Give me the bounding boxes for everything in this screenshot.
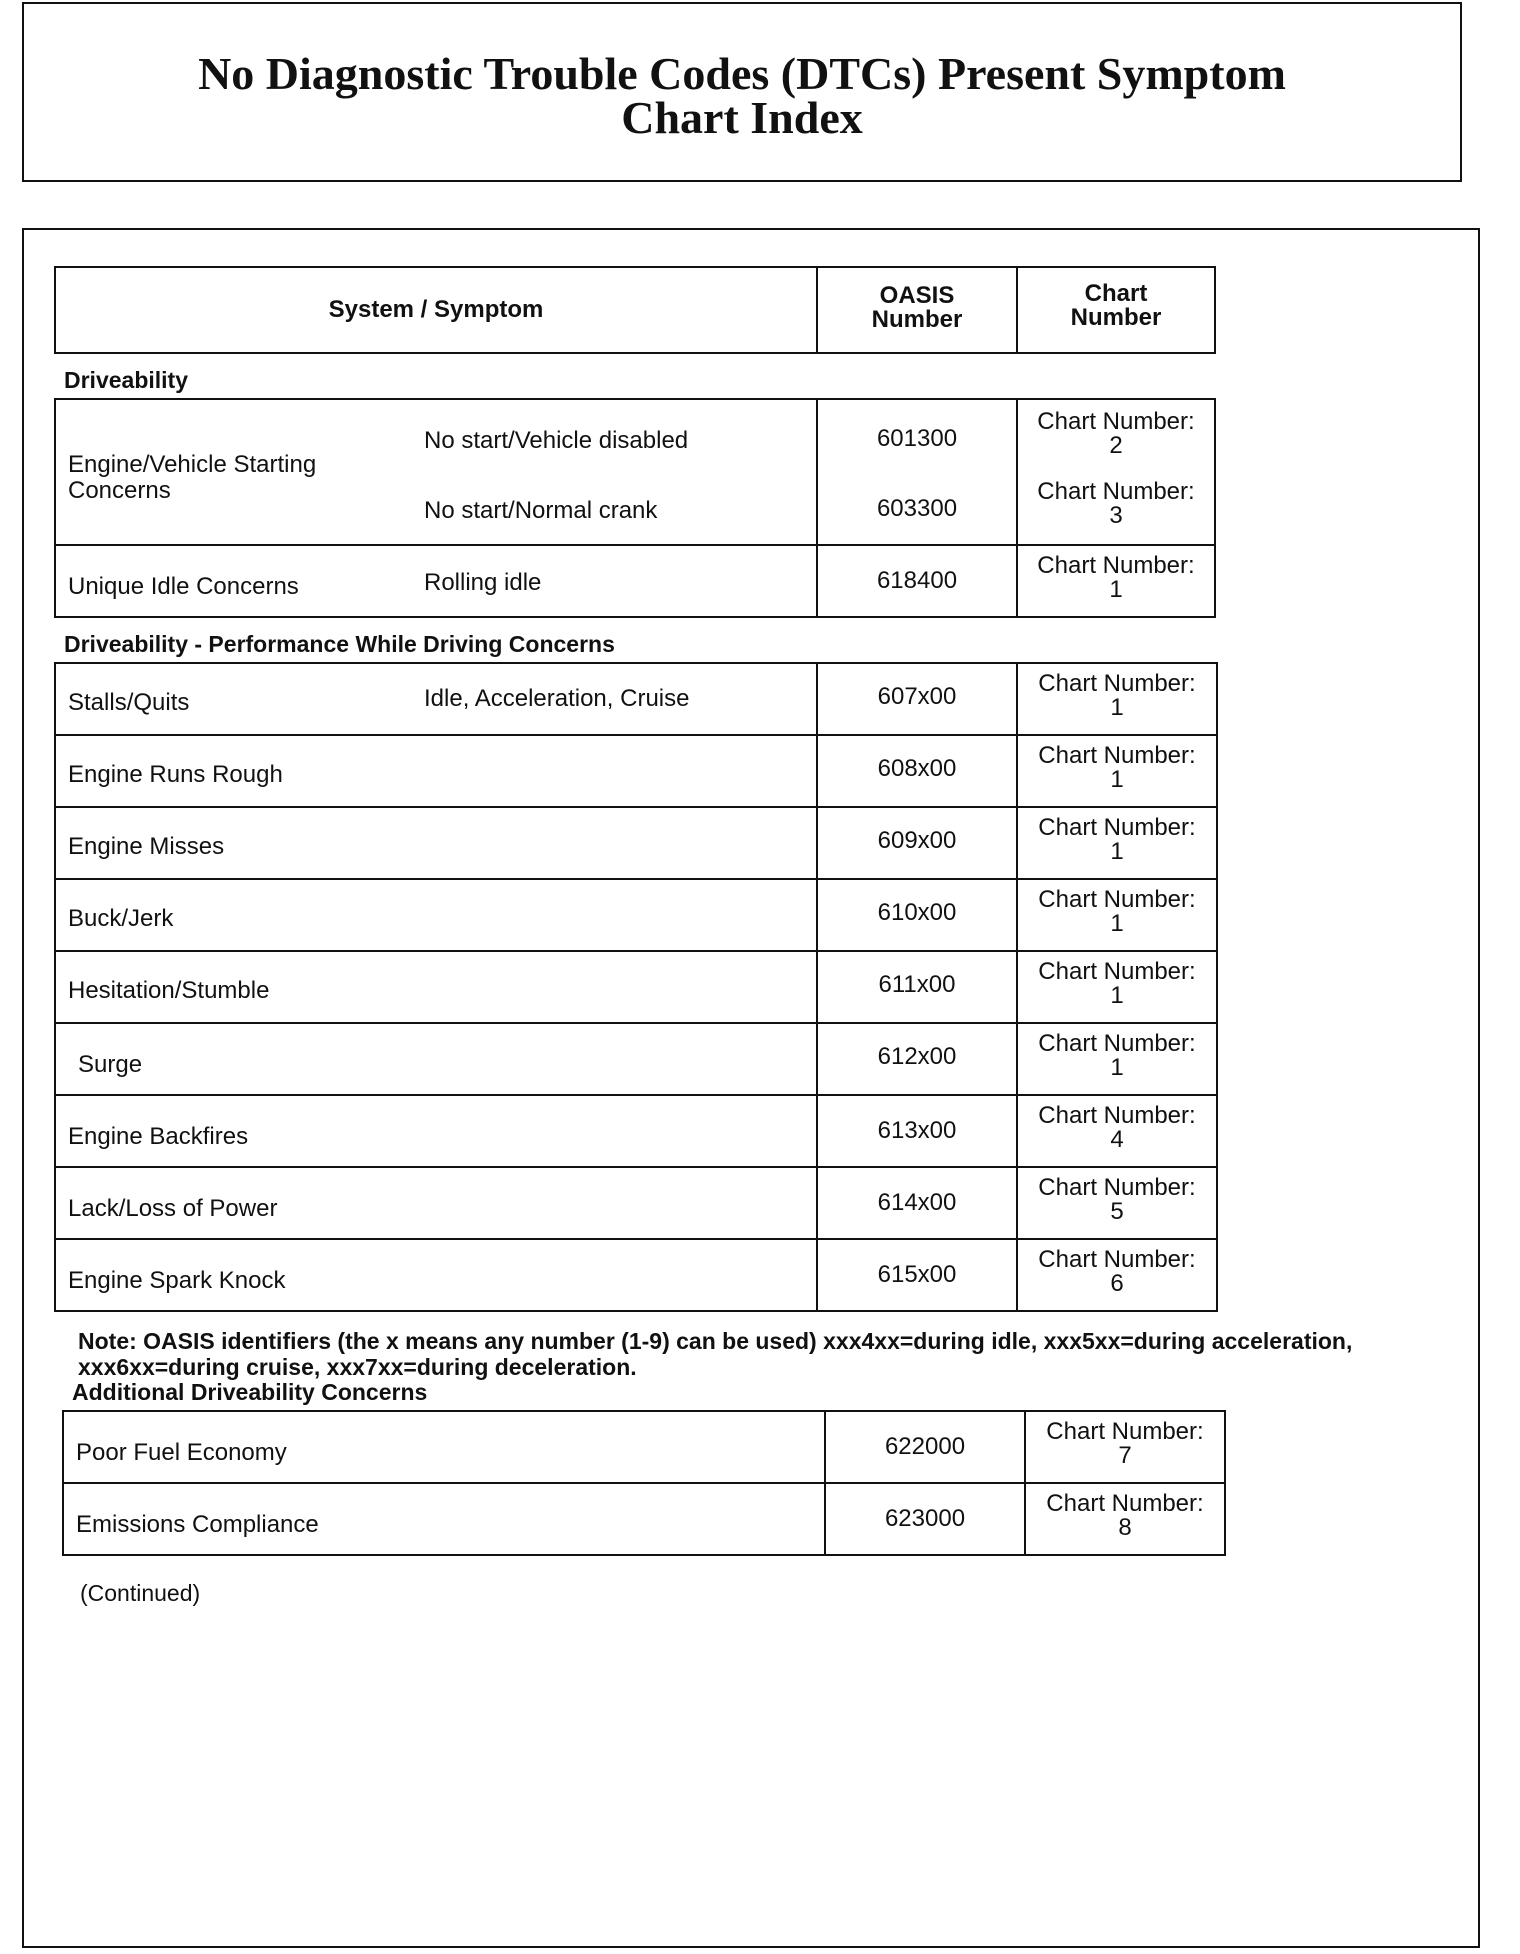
chart-number-label: Chart Number: [1038,886,1196,913]
chart-number-value: 6 [1110,1270,1124,1297]
section-heading-performance: Driveability - Performance While Driving Concerns [64,631,615,657]
chart-number-value: 3 [1109,502,1123,529]
oasis-note: Note: OASIS identifiers (the x means any number (1-9) can be used) xxx4xx=during idle, xxx5xx=during acceleration, xxx6xx=during cruise, xxx7xx=during deceleration. [78,1328,1353,1380]
oasis-number: 601300 [876,425,958,452]
chart-number-value: 2 [1109,432,1123,459]
chart-number-value: 1 [1110,694,1124,721]
system-label: Engine/Vehicle Starting Concerns [68,451,317,504]
header-system-symptom: System / Symptom [328,296,544,323]
chart-number-value: 1 [1110,766,1124,793]
system-label: Engine Backfires [68,1123,249,1150]
title-box [22,2,1462,182]
chart-number [1018,480,1214,528]
chart-number-label: Chart Number: [1038,1174,1196,1201]
chart-number [1018,816,1216,864]
system-label: Buck/Jerk [68,905,174,932]
system-label: Poor Fuel Economy [76,1439,287,1466]
chart-number-value: 7 [1118,1442,1132,1469]
system-label: Engine Misses [68,833,225,860]
system-label: Unique Idle Concerns [68,573,299,600]
chart-number-value: 4 [1110,1126,1124,1153]
chart-number [1018,888,1216,936]
table-row [56,1166,1216,1238]
main-box [22,228,1480,1948]
section-heading-driveability: Driveability [64,367,188,393]
chart-number-label: Chart Number: [1038,670,1196,697]
chart-number-value: 5 [1110,1198,1124,1225]
chart-number-value: 1 [1110,1054,1124,1081]
oasis-number: 623000 [884,1505,966,1532]
symptom-label: No start/Normal crank [424,497,658,524]
table-row [56,878,1216,950]
performance-table [54,662,1218,1312]
section-heading-additional: Additional Driveability Concerns [72,1379,428,1405]
chart-number [1018,960,1216,1008]
symptom-label: Idle, Acceleration, Cruise [424,685,690,712]
continued-label: (Continued) [80,1580,201,1606]
oasis-number: 612x00 [877,1043,957,1070]
chart-number [1018,554,1214,602]
table-row [56,950,1216,1022]
chart-number-label: Chart Number: [1037,408,1195,435]
system-label: Engine Runs Rough [68,761,283,788]
system-label: Stalls/Quits [68,689,190,716]
table-row [56,1094,1216,1166]
chart-number [1018,1176,1216,1224]
chart-number-value: 1 [1110,982,1124,1009]
header-chart-line-1: Chart [1084,280,1148,307]
oasis-number: 615x00 [877,1261,957,1288]
chart-number [1018,1032,1216,1080]
system-label: Surge [78,1051,143,1078]
table-row [64,1412,1224,1482]
chart-number [1018,744,1216,792]
oasis-number: 622000 [884,1433,966,1460]
oasis-number: 608x00 [877,755,957,782]
table-row [56,664,1216,734]
table-row [56,1238,1216,1310]
table-row [64,1482,1224,1554]
header-oasis-line-2: Number [871,306,963,333]
table-row [56,1022,1216,1094]
header-table [54,266,1216,354]
title-line-1: No Diagnostic Trouble Codes (DTCs) Present Symptom [198,48,1286,99]
system-label: Emissions Compliance [76,1511,319,1538]
system-label: Engine Spark Knock [68,1267,286,1294]
oasis-number: 603300 [876,495,958,522]
oasis-number: 614x00 [877,1189,957,1216]
chart-number-label: Chart Number: [1038,1030,1196,1057]
page-title [24,48,1460,143]
oasis-number: 613x00 [877,1117,957,1144]
chart-number-value: 1 [1110,910,1124,937]
oasis-number: 611x00 [878,971,956,998]
table-row [56,544,1214,616]
system-label: Lack/Loss of Power [68,1195,278,1222]
chart-number-label: Chart Number: [1037,552,1195,579]
chart-number [1018,410,1214,458]
table-row [56,400,1214,544]
additional-table [62,1410,1226,1556]
chart-number-label: Chart Number: [1038,1102,1196,1129]
table-row [56,806,1216,878]
chart-number-label: Chart Number: [1038,742,1196,769]
chart-number [1018,672,1216,720]
table-row [56,734,1216,806]
title-line-2: Chart Index [621,92,863,143]
oasis-number: 607x00 [877,683,957,710]
chart-number [1018,1104,1216,1152]
chart-number-label: Chart Number: [1038,1246,1196,1273]
chart-number [1026,1420,1224,1468]
chart-number-label: Chart Number: [1046,1418,1204,1445]
oasis-number: 609x00 [877,827,957,854]
chart-number-value: 1 [1109,576,1123,603]
chart-number-label: Chart Number: [1046,1490,1204,1517]
chart-number-value: 1 [1110,838,1124,865]
chart-number [1026,1492,1224,1540]
chart-number-value: 8 [1118,1514,1132,1541]
header-chart-line-2: Number [1070,304,1162,331]
system-label: Hesitation/Stumble [68,977,270,1004]
header-oasis-line-1: OASIS [879,282,955,309]
symptom-label: Rolling idle [424,569,542,596]
oasis-number: 618400 [876,567,958,594]
header-row [56,268,1214,352]
oasis-number: 610x00 [877,899,957,926]
chart-number-label: Chart Number: [1038,814,1196,841]
chart-number [1018,1248,1216,1296]
driveability-table [54,398,1216,618]
chart-number-label: Chart Number: [1038,958,1196,985]
chart-number-label: Chart Number: [1037,478,1195,505]
symptom-label: No start/Vehicle disabled [424,427,689,454]
